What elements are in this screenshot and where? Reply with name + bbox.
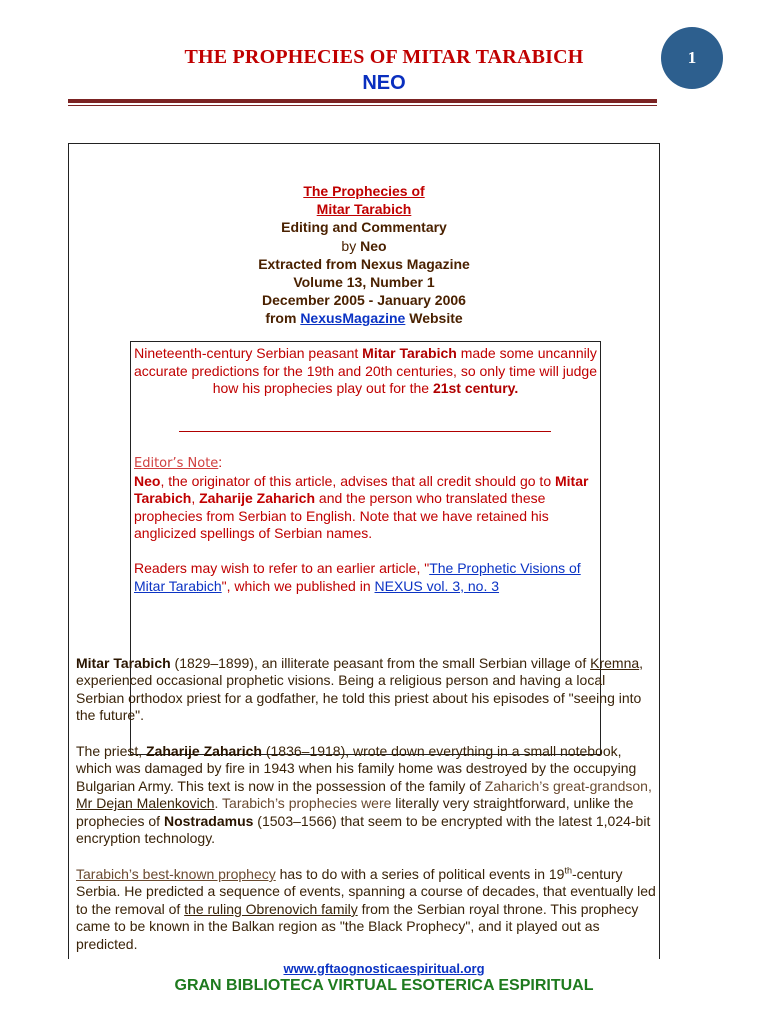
footer-library-title: GRAN BIBLIOTECA VIRTUAL ESOTERICA ESPIRITUAL — [174, 977, 594, 994]
best-known-prophecy-link[interactable]: Tarabich’s best-known prophecy — [76, 866, 276, 882]
article-heading — [69, 182, 659, 328]
body-paragraph-1 — [76, 655, 656, 725]
neo-name: Neo — [134, 472, 161, 489]
article-title-link-line2[interactable]: Mitar Tarabich — [316, 201, 412, 218]
obrenovich-family-link[interactable]: the ruling Obrenovich family — [184, 900, 358, 917]
nostradamus-name: Nostradamus — [163, 812, 254, 829]
document-title: THE PROPHECIES OF MITAR TARABICH — [184, 46, 584, 68]
editors-note-label[interactable]: Editor’s Note — [134, 456, 219, 471]
source-line — [69, 309, 659, 327]
p3-superscript: th — [564, 865, 572, 876]
p2-text-f: (1503–1566) that seem to be encrypted with the latest 1,024-bit encryption technology. — [76, 812, 651, 847]
editors-note-colon: : — [218, 454, 223, 470]
from-prefix: from — [265, 310, 301, 327]
intro-name: Mitar Tarabich — [362, 345, 457, 361]
editors-note — [134, 454, 596, 543]
page-number-badge: 1 — [661, 27, 723, 89]
p1-text-a: (1829–1899), an illiterate peasant from the small Serbian village of — [170, 655, 591, 671]
article-title-link-line1[interactable]: The Prophecies of — [303, 183, 425, 199]
byline — [69, 237, 659, 255]
p1-name: Mitar Tarabich — [76, 655, 171, 671]
date-line: December 2005 - January 2006 — [262, 292, 466, 309]
p2-text-a: The priest, — [76, 743, 147, 759]
readers-p2: ", which we published in — [221, 577, 375, 594]
footer-website-link[interactable]: www.gftaognosticaespiritual.org — [283, 961, 485, 976]
tarabich-name: Mitar Tarabich — [134, 472, 589, 507]
editing-line: Editing and Commentary — [281, 219, 447, 236]
p1-text-b: , experienced occasional prophetic visions. Being a religious person and having a local Serbian orthodox priest for a godfather, he told this priest about his episodes of "seeing into the future". — [76, 655, 644, 724]
p2-name: Zaharije Zaharich — [146, 743, 262, 759]
readers-p1: Readers may wish to refer to an earlier article, " — [134, 560, 430, 576]
p3-text-b: -century Serbia. He predicted a sequence of events, spanning a course of decades, that eventually led to the removal of — [76, 866, 656, 917]
body-paragraph-2 — [76, 743, 656, 847]
intro-century: 21st century. — [432, 380, 519, 397]
zaharich-name: Zaharije Zaharich — [199, 490, 316, 507]
document-author: NEO — [362, 72, 406, 94]
intro-part1: Nineteenth-century Serbian peasant — [134, 345, 363, 361]
kremna-link[interactable]: Kremna — [590, 655, 640, 671]
by-prefix: by — [341, 237, 361, 254]
body-paragraph-3 — [76, 866, 656, 953]
website-suffix: Website — [405, 310, 463, 327]
p3-text-c: from the Serbian royal throne. This prophecy came to be known in the Balkan region as "the Black Prophecy", and it played out as predicted. — [76, 900, 639, 952]
readers-note — [134, 560, 596, 595]
editors-note-p1: , the originator of this article, advises that all credit should go to — [160, 472, 555, 489]
name-separator: , — [191, 490, 200, 507]
header-rule-thick — [68, 99, 657, 103]
p2-text-e: literally very straightforward, unlike the prophecies of — [76, 795, 634, 829]
author-name: Neo — [360, 237, 387, 254]
dejan-malenkovich-link[interactable]: Mr Dejan Malenkovich — [76, 795, 215, 812]
prophetic-visions-link[interactable]: The Prophetic Visions of Mitar Tarabich — [134, 560, 581, 594]
extracted-line: Extracted from Nexus Magazine — [258, 255, 470, 272]
header-rule-thin — [68, 105, 657, 106]
intro-divider — [179, 431, 551, 432]
nexus-website-link[interactable]: NexusMagazine — [300, 310, 406, 327]
p3-text-a: has to do with a series of political events in 19 — [275, 866, 565, 882]
p2-text-c: Zaharich’s great-grandson, — [484, 777, 652, 794]
p2-text-b: (1836–1918), wrote down everything in a small notebook, which was damaged by fire in 1943 when his family home was destroyed by the occupying Bulgarian Army. This text is now in the possession of the family of — [76, 743, 637, 794]
p2-text-d: . Tarabich’s prophecies were — [214, 795, 392, 812]
volume-line: Volume 13, Number 1 — [293, 274, 435, 291]
article-frame — [68, 143, 660, 959]
intro-part2: made some uncannily accurate predictions for the 19th and 20th centuries, so only time will judge how his prophecies play out for the — [133, 345, 598, 397]
intro-summary — [131, 345, 600, 398]
nexus-vol-link[interactable]: NEXUS vol. 3, no. 3 — [374, 577, 500, 594]
editors-note-p2: and the person who translated these prophecies from Serbian to English. Note that we have retained his anglicized spellings of Serbian names. — [134, 490, 549, 542]
